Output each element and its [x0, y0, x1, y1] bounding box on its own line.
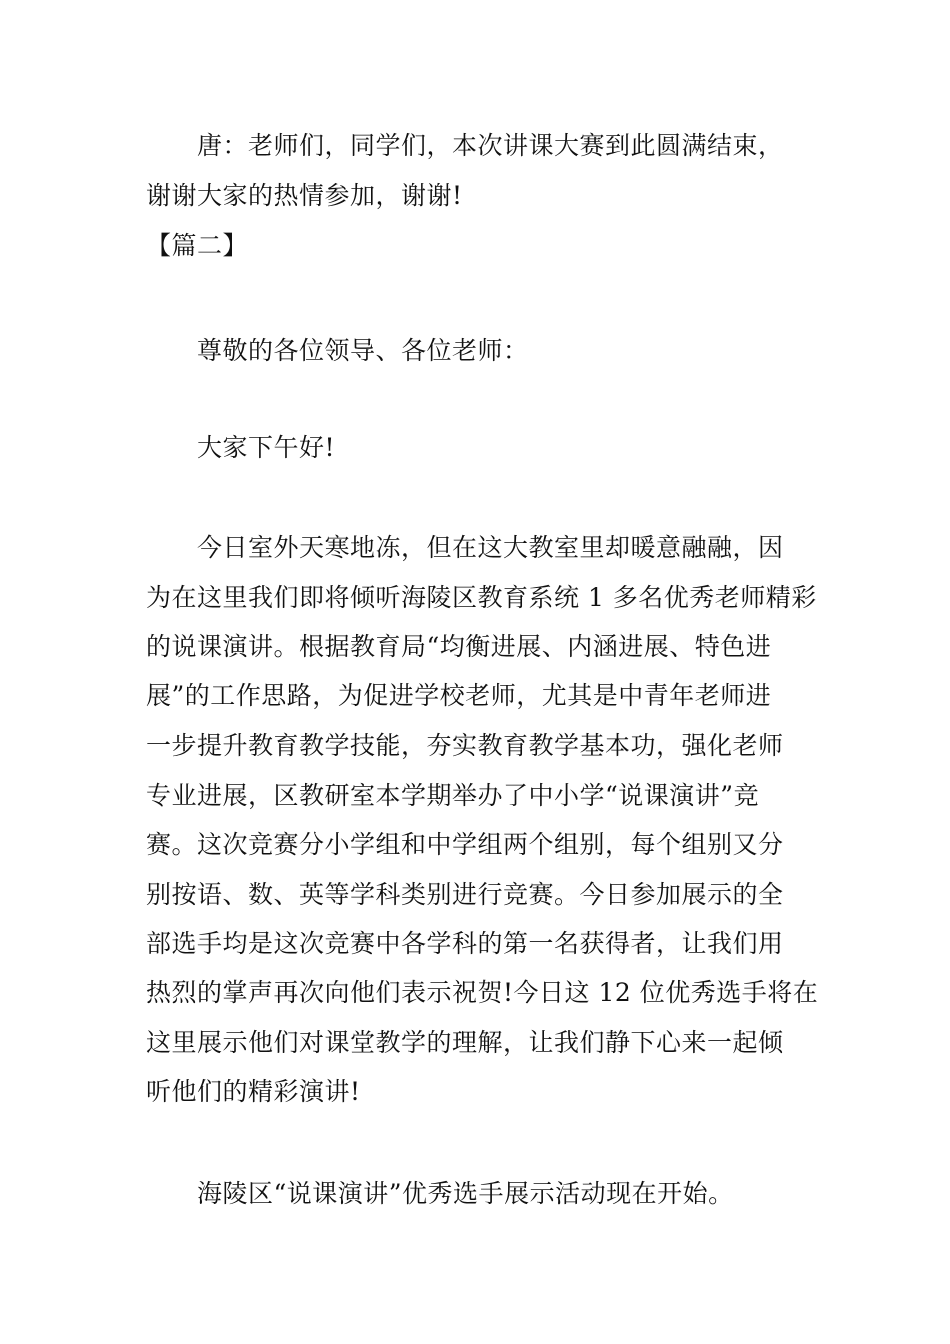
body-paragraph-line: 今日室外天寒地冻，但在这大教室里却暖意融融，因	[197, 533, 784, 562]
body-paragraph-line: 部选手均是这次竞赛中各学科的第一名获得者，让我们用	[146, 929, 784, 958]
body-paragraph-line: 热烈的掌声再次向他们表示祝贺!今日这 12 位优秀选手将在	[146, 978, 819, 1007]
body-paragraph-line: 的说课演讲。根据教育局“均衡进展、内涵进展、特色进	[146, 632, 772, 661]
salutation: 尊敬的各位领导、各位老师：	[197, 336, 529, 365]
closing-remark-line-1: 唐：老师们，同学们，本次讲课大赛到此圆满结束，	[197, 131, 784, 160]
section-heading: 【篇二】	[146, 231, 249, 260]
body-paragraph-line: 别按语、数、英等学科类别进行竞赛。今日参加展示的全	[146, 880, 784, 909]
opening-announcement: 海陵区“说课演讲”优秀选手展示活动现在开始。	[197, 1179, 734, 1208]
body-paragraph-line: 展”的工作思路，为促进学校老师，尤其是中青年老师进	[146, 681, 772, 710]
greeting: 大家下午好!	[197, 433, 336, 462]
body-paragraph-line: 赛。这次竞赛分小学组和中学组两个组别，每个组别又分	[146, 830, 784, 859]
closing-remark-line-2: 谢谢大家的热情参加，谢谢!	[146, 181, 463, 210]
body-paragraph-line: 为在这里我们即将倾听海陵区教育系统 1 多名优秀老师精彩	[146, 583, 817, 612]
body-paragraph-line: 这里展示他们对课堂教学的理解，让我们静下心来一起倾	[146, 1028, 784, 1057]
body-paragraph-line: 一步提升教育教学技能，夯实教育教学基本功，强化老师	[146, 731, 784, 760]
body-paragraph-line: 听他们的精彩演讲!	[146, 1077, 361, 1106]
body-paragraph-line: 专业进展，区教研室本学期举办了中小学“说课演讲”竞	[146, 781, 760, 810]
